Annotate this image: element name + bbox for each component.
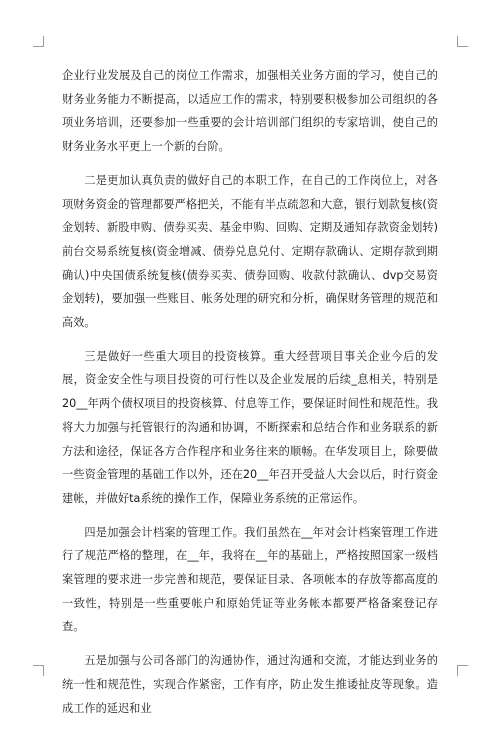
document-body: [62, 64, 438, 730]
paragraph-continuation: 企业行业发展及自己的岗位工作需求，加强相关业务方面的学习，使自己的财务业务能力不断提高，以适应工作的需求，特别要积极参加公司组织的各项业务培训，还要参加一些重要的会计培训部门组织的专家培训，使自己的财务业务水平更上一个新的台阶。: [62, 69, 438, 154]
paragraph-financial-duties: 二是更加认真负责的做好自己的本职工作，在自己的工作岗位上，对各项财务资金的管理都要严格把关，不能有半点疏忽和大意，银行划款复核(资金划转、新股申购、债券买卖、基金申购、回购、定期及通知存款资金划转)前台交易系统复核(资金增减、债券兑息兑付、定期存款确认、定期存款到期确认)中央国债系统复核(债券买卖、债券回购、收款付款确认、dvp交易资金划转)，要加强一些账目、帐务处理的研究和分析，确保财务管理的规范和高效。: [62, 173, 438, 330]
crop-mark-bottom-left: [33, 665, 44, 676]
paragraph-department-communication: 五是加强与公司各部门的沟通协作，通过沟通和交流，才能达到业务的统一性和规范性，实现合作紧密，工作有序，防止发生推诿扯皮等现象。造成工作的延迟和业: [62, 654, 438, 715]
paragraph-investment-accounting: 三是做好一些重大项目的投资核算。重大经营项目事关企业今后的发展，资金安全性与项目投资的可行性以及企业发展的后续_息相关，特别是20__年两个债权项目的投资核算、付息等工作，要保证时间性和规范性。我将大力加强与托管银行的沟通和协调，不断探索和总结合作和业务联系的新方法和途径，保证各方合作程序和业务往来的顺畅。在华发项目上，除要做一些资金管理的基础工作以外，还在20__年召开受益人大会以后，时行资金建帐，并做好ta系统的操作工作，保障业务系统的正常运作。: [62, 349, 438, 505]
crop-mark-top-left: [33, 36, 44, 47]
crop-mark-bottom-right: [457, 665, 468, 676]
paragraph-archive-management: 四是加强会计档案的管理工作。我们虽然在__年对会计档案管理工作进行了规范严格的整理，在__年，我将在__年的基础上，严格按照国家一级档案管理的要求进一步完善和规范，要保证目录、各项帐本的存放等都高度的一致性，特别是一些重要帐户和原始凭证等业务帐本都要严格备案登记存查。: [62, 525, 438, 634]
crop-mark-top-right: [457, 36, 468, 47]
